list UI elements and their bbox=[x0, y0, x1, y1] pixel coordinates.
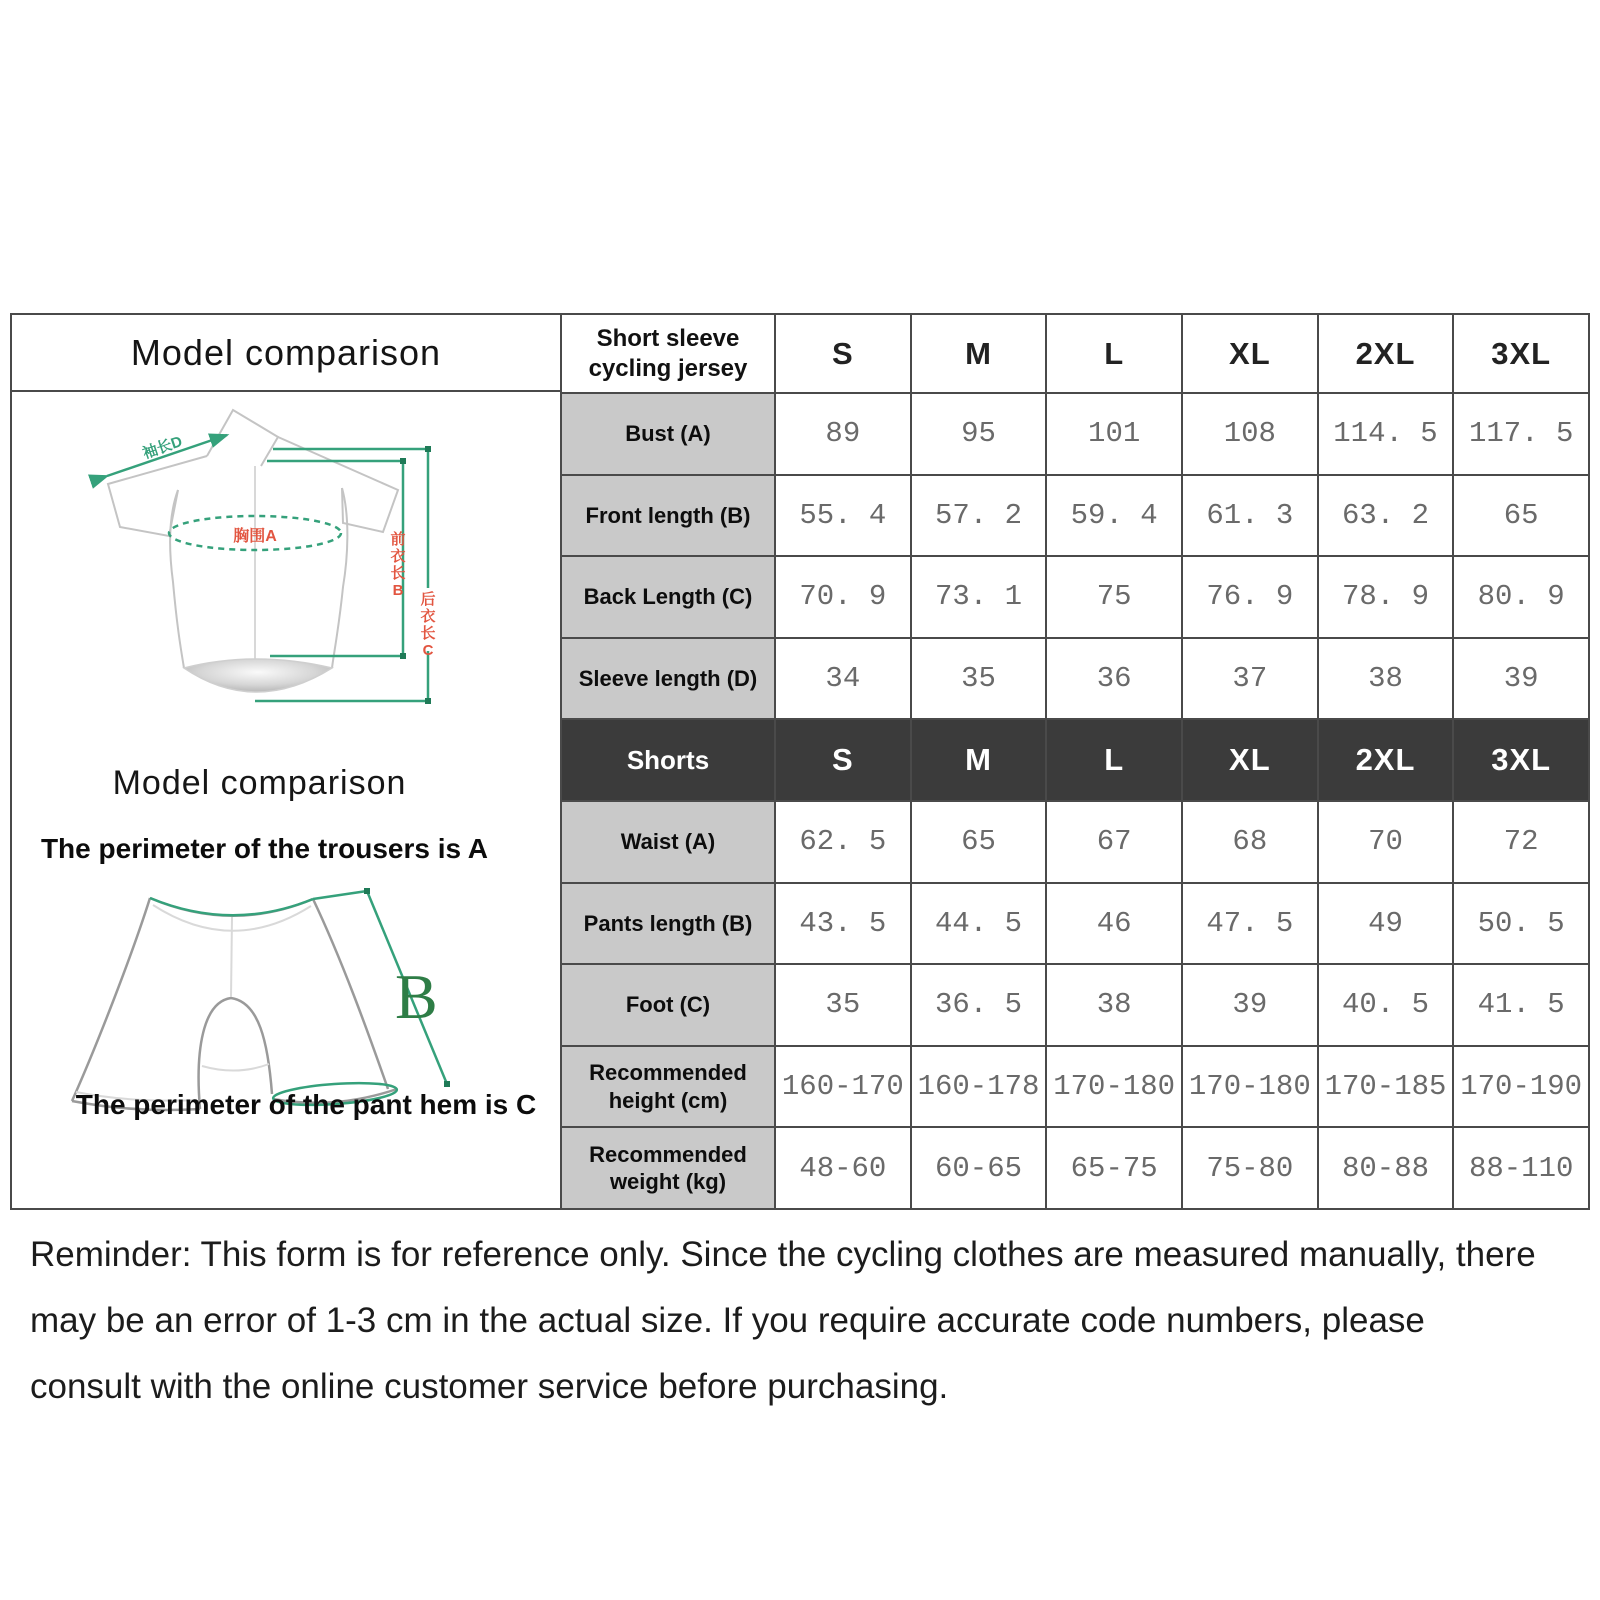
jersey-row-label: Front length (B) bbox=[562, 474, 774, 556]
pants-length-b-label: B bbox=[395, 961, 438, 1032]
jersey-value-cell: 101 bbox=[1045, 392, 1181, 474]
shorts-row-label: Foot (C) bbox=[562, 963, 774, 1045]
jersey-value-cell: 95 bbox=[910, 392, 1046, 474]
shorts-value-cell: 46 bbox=[1045, 882, 1181, 964]
shorts-row-label: Recommended height (cm) bbox=[562, 1045, 774, 1127]
jersey-value-cell: 76. 9 bbox=[1181, 555, 1317, 637]
shorts-value-cell: 88-110 bbox=[1452, 1126, 1588, 1208]
shorts-value-cell: 75-80 bbox=[1181, 1126, 1317, 1208]
model-comparison-subtitle: Model comparison bbox=[112, 764, 407, 802]
jersey-value-cell: 75 bbox=[1045, 555, 1181, 637]
jersey-value-cell: 114. 5 bbox=[1317, 392, 1453, 474]
jersey-value-cell: 78. 9 bbox=[1317, 555, 1453, 637]
jersey-size-header: M bbox=[910, 315, 1046, 392]
measure-label-char: 衣 bbox=[420, 608, 436, 625]
jersey-value-cell: 35 bbox=[910, 637, 1046, 719]
jersey-size-header: L bbox=[1045, 315, 1181, 392]
back-length-label bbox=[420, 590, 435, 659]
shorts-value-cell: 72 bbox=[1452, 800, 1588, 882]
shorts-value-cell: 38 bbox=[1045, 963, 1181, 1045]
measure-label-char: 后 bbox=[420, 591, 436, 608]
model-comparison-header bbox=[12, 315, 560, 392]
jersey-size-header: XL bbox=[1181, 315, 1317, 392]
shorts-value-cell: 60-65 bbox=[910, 1126, 1046, 1208]
trousers-perimeter-note: The perimeter of the trousers is A bbox=[40, 833, 489, 864]
measure-label-char: 衣 bbox=[390, 548, 406, 565]
jersey-value-cell: 70. 9 bbox=[774, 555, 910, 637]
reminder-text: Reminder: This form is for reference only. Since the cycling clothes are measured manually, there may be an error of 1-3 cm in the actual size. If you require accurate code numbers, please consult with the online customer service before purchasing. bbox=[30, 1235, 1536, 1406]
measure-label-char: B bbox=[392, 582, 404, 599]
shorts-size-header: XL bbox=[1181, 718, 1317, 800]
shorts-row-label: Waist (A) bbox=[562, 800, 774, 882]
bust-label: 胸围A bbox=[233, 528, 277, 545]
size-grid bbox=[562, 315, 1588, 1208]
jersey-value-cell: 108 bbox=[1181, 392, 1317, 474]
shorts-value-cell: 65-75 bbox=[1045, 1126, 1181, 1208]
jersey-size-header: 3XL bbox=[1452, 315, 1588, 392]
shorts-value-cell: 43. 5 bbox=[774, 882, 910, 964]
shorts-value-cell: 35 bbox=[774, 963, 910, 1045]
jersey-value-cell: 57. 2 bbox=[910, 474, 1046, 556]
shorts-value-cell: 50. 5 bbox=[1452, 882, 1588, 964]
jersey-value-cell: 39 bbox=[1452, 637, 1588, 719]
model-comparison-title: Model comparison bbox=[130, 331, 442, 373]
shorts-value-cell: 41. 5 bbox=[1452, 963, 1588, 1045]
measure-label-char: 长 bbox=[390, 565, 406, 582]
measure-label-char: 长 bbox=[420, 625, 436, 642]
shorts-value-cell: 170-180 bbox=[1045, 1045, 1181, 1127]
shorts-size-header: M bbox=[910, 718, 1046, 800]
jersey-header-label: Short sleeve cycling jersey bbox=[562, 315, 774, 392]
shorts-size-header: 3XL bbox=[1452, 718, 1588, 800]
shorts-value-cell: 62. 5 bbox=[774, 800, 910, 882]
shorts-value-cell: 68 bbox=[1181, 800, 1317, 882]
shorts-row-label: Recommended weight (kg) bbox=[562, 1126, 774, 1208]
jersey-size-header: 2XL bbox=[1317, 315, 1453, 392]
shorts-value-cell: 36. 5 bbox=[910, 963, 1046, 1045]
shorts-value-cell: 160-178 bbox=[910, 1045, 1046, 1127]
shorts-value-cell: 170-180 bbox=[1181, 1045, 1317, 1127]
shorts-value-cell: 170-185 bbox=[1317, 1045, 1453, 1127]
shorts-value-cell: 39 bbox=[1181, 963, 1317, 1045]
shorts-diagram bbox=[12, 860, 560, 1190]
sleeve-label: 袖长D bbox=[140, 433, 185, 463]
jersey-row-label: Back Length (C) bbox=[562, 555, 774, 637]
shorts-value-cell: 48-60 bbox=[774, 1126, 910, 1208]
jersey-hem-shade bbox=[184, 659, 332, 692]
shorts-value-cell: 67 bbox=[1045, 800, 1181, 882]
diagram-area bbox=[12, 392, 560, 1208]
jersey-value-cell: 80. 9 bbox=[1452, 555, 1588, 637]
shorts-value-cell: 44. 5 bbox=[910, 882, 1046, 964]
jersey-diagram bbox=[12, 392, 560, 792]
jersey-value-cell: 36 bbox=[1045, 637, 1181, 719]
jersey-value-cell: 117. 5 bbox=[1452, 392, 1588, 474]
measure-label-char: C bbox=[422, 642, 434, 659]
jersey-row-label: Bust (A) bbox=[562, 392, 774, 474]
shorts-value-cell: 70 bbox=[1317, 800, 1453, 882]
jersey-value-cell: 65 bbox=[1452, 474, 1588, 556]
shorts-value-cell: 40. 5 bbox=[1317, 963, 1453, 1045]
jersey-value-cell: 61. 3 bbox=[1181, 474, 1317, 556]
jersey-value-cell: 37 bbox=[1181, 637, 1317, 719]
shorts-size-header: 2XL bbox=[1317, 718, 1453, 800]
jersey-value-cell: 89 bbox=[774, 392, 910, 474]
model-comparison-pane bbox=[12, 315, 562, 1208]
front-length-label bbox=[390, 530, 405, 599]
shorts-header-label: Shorts bbox=[562, 718, 774, 800]
shorts-size-header: S bbox=[774, 718, 910, 800]
jersey-value-cell: 55. 4 bbox=[774, 474, 910, 556]
shorts-row-label: Pants length (B) bbox=[562, 882, 774, 964]
jersey-value-cell: 63. 2 bbox=[1317, 474, 1453, 556]
jersey-value-cell: 38 bbox=[1317, 637, 1453, 719]
measure-label-char: 前 bbox=[390, 531, 406, 548]
shorts-value-cell: 170-190 bbox=[1452, 1045, 1588, 1127]
pant-hem-perimeter-note: The perimeter of the pant hem is C bbox=[75, 1089, 537, 1120]
size-chart-table bbox=[10, 313, 1590, 1210]
jersey-value-cell: 73. 1 bbox=[910, 555, 1046, 637]
jersey-size-header: S bbox=[774, 315, 910, 392]
jersey-value-cell: 59. 4 bbox=[1045, 474, 1181, 556]
shorts-value-cell: 47. 5 bbox=[1181, 882, 1317, 964]
shorts-value-cell: 160-170 bbox=[774, 1045, 910, 1127]
shorts-size-header: L bbox=[1045, 718, 1181, 800]
shorts-value-cell: 49 bbox=[1317, 882, 1453, 964]
shorts-value-cell: 65 bbox=[910, 800, 1046, 882]
shorts-value-cell: 80-88 bbox=[1317, 1126, 1453, 1208]
jersey-row-label: Sleeve length (D) bbox=[562, 637, 774, 719]
jersey-value-cell: 34 bbox=[774, 637, 910, 719]
